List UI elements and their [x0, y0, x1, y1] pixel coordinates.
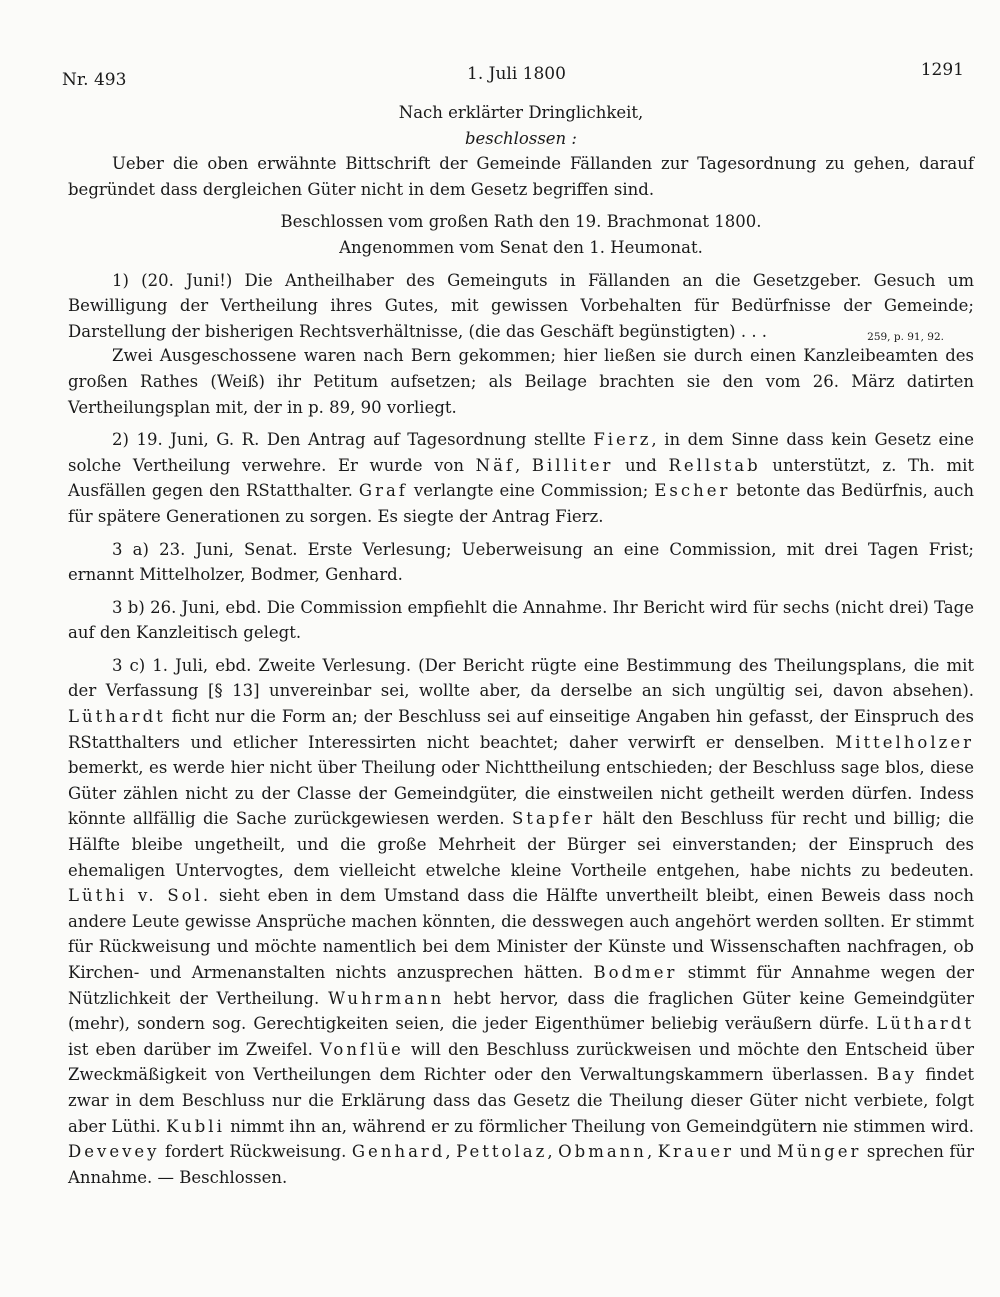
text-span: ficht nur die Form an; der Beschluss sei auf einseitige Angaben hin gefasst, der Einspruch des RStatthalters und etlicher Interessirten nicht beachtet; daher verwirft er denselben.: [68, 707, 974, 752]
council-line: Beschlossen vom großen Rath den 19. Brachmonat 1800.: [280, 212, 762, 232]
text-span: verlangte eine Commission;: [407, 481, 655, 501]
text-span: 3 c) 1. Juli, ebd. Zweite Verlesung. (Der Bericht rügte eine Bestimmung des Theilungsplans, die mit der Verfassung [§ 13] unvereinbar sei, wollte aber, da derselbe an sich ungültig sei, davon absehen).: [68, 655, 974, 701]
text-span: unterstützt, z. Th. mit Ausfällen gegen den RStatthalter.: [68, 455, 975, 501]
urgency-line: Nach erklärter Dringlichkeit,: [398, 103, 644, 122]
person-name: Graf: [358, 481, 408, 501]
document-body: [68, 100, 974, 1190]
person-name: Bay: [876, 1065, 918, 1085]
person-name: Näf: [475, 455, 516, 475]
text-span: will den Beschluss zurückweisen und möchte den Entscheid über Zweckmäßigkeit von Vertheilungen dem Richter oder den Verwaltungskammern überlassen.: [68, 1039, 974, 1085]
text-span: und: [734, 1142, 777, 1162]
person-name: Billiter: [531, 455, 614, 475]
person-name: Wuhrmann: [328, 988, 445, 1008]
person-name: Münger: [776, 1142, 862, 1162]
text-span: ,: [646, 1142, 658, 1162]
text-span: ,: [445, 1142, 457, 1162]
text-span: hält den Beschluss für recht und billig; die Hälfte bleibe ungetheilt, und die große Mehrheit der Bürger sei einverstanden; der Einspruch des ehemaligen Untervogtes, dem vielleicht etwelche kleine Vortheile entgehen, habe nichts zu bedeuten.: [68, 809, 974, 880]
text-span: , in dem Sinne dass kein Gesetz eine solche Vertheilung verwehre. Er wurde von: [68, 430, 974, 475]
text-span: betonte das Bedürfnis, auch für spätere Generationen zu sorgen. Es siegte der Antrag Fierz.: [68, 481, 974, 526]
text-span: stimmt für Annahme wegen der Nützlichkeit der Vertheilung.: [68, 963, 974, 1008]
text-span: bemerkt, es werde hier nicht über Theilung oder Nichttheilung entschieden; der Beschluss sage blos, diese Güter zählen nicht zu der Classe der Gemeindgüter, die einstweilen nicht getheilt werden dürfen. Indess könnte allfällig die Sache zurückgewiesen werden.: [68, 758, 974, 829]
person-name: Bodmer: [593, 963, 678, 982]
person-name: Fierz: [593, 430, 652, 450]
paragraph-3a: 3 a) 23. Juni, Senat. Erste Verlesung; Ueberweisung an eine Commission, mit drei Tagen Frist; ernannt Mittelholzer, Bodmer, Genhard.: [68, 539, 974, 585]
person-name: Lüthardt: [876, 1014, 974, 1034]
person-name: Lüthi v. Sol.: [68, 886, 212, 906]
decision-paragraph: Ueber die oben erwähnte Bittschrift der Gemeinde Fällanden zur Tagesordnung zu gehen, darauf begründet dass dergleichen Güter nicht in dem Gesetz begriffen sind.: [68, 154, 974, 199]
header-date: 1. Juli 1800: [467, 64, 566, 84]
page-number: 1291: [920, 60, 964, 80]
person-name: Kubli: [166, 1116, 225, 1136]
person-name: Lüthardt: [68, 707, 166, 727]
text-span: 2) 19. Juni, G. R. Den Antrag auf Tagesordnung stellte: [112, 430, 594, 450]
person-name: Devevey: [68, 1142, 160, 1162]
person-name: Pettolaz: [456, 1142, 548, 1162]
text-span: sieht eben in dem Umstand dass die Hälfte unvertheilt bleibt, einen Beweis dass noch andere Leute gewisse Ansprüche machen könnten, die desswegen auch angehört werden sollten. Er stimmt für Rückweisung und möchte namentlich bei dem Minister der Künste und Wissenschaften nachfragen, ob Kirchen- und Armenanstalten nichts anzusprechen hätten.: [68, 886, 974, 982]
person-name: Stapfer: [511, 809, 596, 829]
person-name: Escher: [654, 481, 731, 501]
person-name: Obmann: [558, 1142, 647, 1162]
resolved-line: beschlossen :: [464, 128, 577, 148]
text-span: findet zwar in dem Beschluss nur die Erklärung dass das Gesetz die Theilung dieser Güter nicht verbiete, folgt aber Lüthi.: [68, 1065, 974, 1136]
text-span: ,: [547, 1142, 559, 1162]
person-name: Rellstab: [668, 455, 761, 475]
senate-line: Angenommen vom Senat den 1. Heumonat.: [339, 237, 703, 257]
text-span: ist eben darüber im Zweifel.: [68, 1039, 320, 1059]
paragraph-1: [68, 268, 974, 344]
paragraph-1b: Zwei Ausgeschossene waren nach Bern gekommen; hier ließen sie durch einen Kanzleibeamten des großen Rathes (Weiß) ihr Petitum aufsetzen; als Beilage brachten sie den vom 26. März datirten Vertheilungsplan mit, der in p. 89, 90 vorliegt.: [68, 346, 974, 417]
paragraph-1-text: 1) (20. Juni!) Die Antheilhaber des Gemeinguts in Fällanden an die Gesetzgeber. Gesuch um Bewilligung der Vertheilung ihres Gutes, mit gewissen Vorbehalten für Bedürfnisse der Gemeinde; Darstellung der bisherigen Rechtsverhältnisse, (die das Geschäft begünstigten) . . .: [68, 270, 974, 341]
document-number: Nr. 493: [62, 70, 127, 90]
text-span: nimmt ihn an, während er zu förmlicher Theilung von Gemeindgütern nie stimmen wird.: [224, 1116, 974, 1136]
paragraph-3c: [68, 653, 974, 1190]
text-span: sprechen für Annahme. — Beschlossen.: [68, 1142, 974, 1187]
person-name: Vonflüe: [320, 1039, 404, 1059]
person-name: Krauer: [657, 1142, 735, 1162]
paragraph-2: [68, 427, 974, 529]
text-span: ,: [515, 455, 532, 475]
page-header: [62, 60, 964, 90]
text-span: fordert Rückweisung.: [159, 1142, 352, 1162]
text-span: hebt hervor, dass die fraglichen Güter keine Gemeindgüter (mehr), sondern sog. Gerechtigkeiten seien, die jeder Eigenthümer beliebig veräußern dürfe.: [68, 988, 974, 1034]
paragraph-3b: 3 b) 26. Juni, ebd. Die Commission empfiehlt die Annahme. Ihr Bericht wird für sechs (nicht drei) Tage auf den Kanzleitisch gelegt.: [68, 597, 974, 643]
text-span: und: [613, 455, 669, 475]
person-name: Genhard: [351, 1142, 446, 1162]
person-name: Mittelholzer: [835, 732, 974, 752]
paragraph-1-reference: 259, p. 91, 92.: [867, 331, 944, 344]
